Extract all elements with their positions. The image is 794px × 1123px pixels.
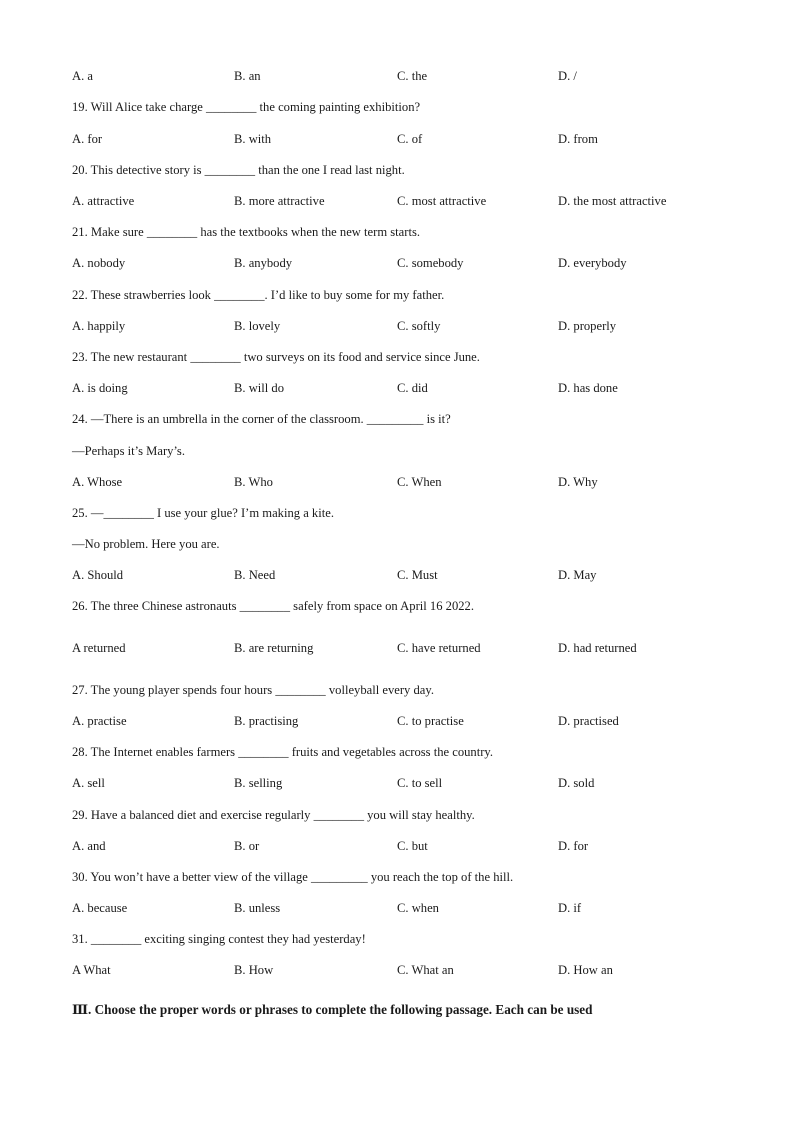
option-b: B. will do [234, 381, 285, 395]
option-d: D. May [558, 568, 597, 582]
option-d: D. How an [558, 963, 613, 977]
option-b: B. Need [234, 568, 276, 582]
options-row [0, 640, 794, 656]
option-d: D. has done [558, 381, 618, 395]
options-row [0, 255, 794, 271]
options-row [0, 68, 794, 84]
option-b: B. How [234, 963, 274, 977]
options-row [0, 474, 794, 490]
option-d: D. practised [558, 714, 619, 728]
option-c: C. somebody [397, 256, 464, 270]
option-c: C. have returned [397, 641, 481, 655]
options-row [0, 131, 794, 147]
option-c: C. What an [397, 963, 454, 977]
options-row [0, 775, 794, 791]
question-23: 23. The new restaurant ________ two surveys on its food and service since June. [72, 350, 480, 364]
option-d: D. from [558, 132, 598, 146]
options-row [0, 962, 794, 978]
option-a: A. is doing [72, 381, 128, 395]
option-c: C. when [397, 901, 439, 915]
option-d: D. Why [558, 475, 598, 489]
question-28: 28. The Internet enables farmers ________ fruits and vegetables across the country. [72, 745, 494, 759]
options-row [0, 318, 794, 334]
question-20: 20. This detective story is ________ than the one I read last night. [72, 163, 405, 177]
question-24: 24. —There is an umbrella in the corner of the classroom. _________ is it? [72, 412, 451, 426]
option-c: C. When [397, 475, 442, 489]
option-d: D. had returned [558, 641, 637, 655]
question-29: 29. Have a balanced diet and exercise regularly ________ you will stay healthy. [72, 808, 475, 822]
option-a: A. practise [72, 714, 127, 728]
option-c: C. the [397, 69, 428, 83]
option-a: A returned [72, 641, 126, 655]
option-a: A. because [72, 901, 128, 915]
options-row [0, 838, 794, 854]
options-row [0, 567, 794, 583]
option-b: B. are returning [234, 641, 314, 655]
option-d: D. everybody [558, 256, 627, 270]
option-c: C. to sell [397, 776, 443, 790]
question-31: 31. ________ exciting singing contest they had yesterday! [72, 932, 366, 946]
option-b: B. or [234, 839, 260, 853]
option-d: D. / [558, 69, 577, 83]
option-c: C. to practise [397, 714, 464, 728]
option-d: D. for [558, 839, 589, 853]
option-a: A. and [72, 839, 106, 853]
section-heading: Ⅲ. Choose the proper words or phrases to complete the following passage. Each can be used [72, 1002, 593, 1017]
question-24-reply: —Perhaps it’s Mary’s. [72, 444, 185, 458]
option-b: B. practising [234, 714, 299, 728]
option-d: D. sold [558, 776, 595, 790]
option-c: C. but [397, 839, 428, 853]
option-a: A. Whose [72, 475, 123, 489]
option-a: A. a [72, 69, 93, 83]
option-b: B. unless [234, 901, 281, 915]
option-a: A. for [72, 132, 103, 146]
option-d: D. the most attractive [558, 194, 667, 208]
option-c: C. Must [397, 568, 438, 582]
option-c: C. of [397, 132, 423, 146]
option-c: C. softly [397, 319, 441, 333]
option-b: B. an [234, 69, 261, 83]
question-25: 25. —________ I use your glue? I’m making a kite. [72, 506, 334, 520]
option-c: C. did [397, 381, 428, 395]
options-row [0, 713, 794, 729]
options-row [0, 900, 794, 916]
option-b: B. selling [234, 776, 283, 790]
option-a: A. attractive [72, 194, 135, 208]
question-25-reply: —No problem. Here you are. [72, 537, 220, 551]
option-b: B. more attractive [234, 194, 325, 208]
option-a: A. nobody [72, 256, 126, 270]
option-a: A. happily [72, 319, 126, 333]
option-a: A What [72, 963, 111, 977]
option-b: B. anybody [234, 256, 293, 270]
option-c: C. most attractive [397, 194, 487, 208]
question-22: 22. These strawberries look ________. I’d like to buy some for my father. [72, 288, 445, 302]
option-b: B. Who [234, 475, 273, 489]
option-b: B. lovely [234, 319, 281, 333]
options-row [0, 380, 794, 396]
question-30: 30. You won’t have a better view of the village _________ you reach the top of the hill. [72, 870, 514, 884]
option-a: A. sell [72, 776, 105, 790]
option-d: D. properly [558, 319, 617, 333]
question-21: 21. Make sure ________ has the textbooks when the new term starts. [72, 225, 421, 239]
options-row [0, 193, 794, 209]
option-b: B. with [234, 132, 272, 146]
question-19: 19. Will Alice take charge ________ the coming painting exhibition? [72, 100, 421, 114]
question-27: 27. The young player spends four hours ________ volleyball every day. [72, 683, 434, 697]
option-d: D. if [558, 901, 582, 915]
option-a: A. Should [72, 568, 124, 582]
question-26: 26. The three Chinese astronauts ________ safely from space on April 16 2022. [72, 599, 474, 613]
